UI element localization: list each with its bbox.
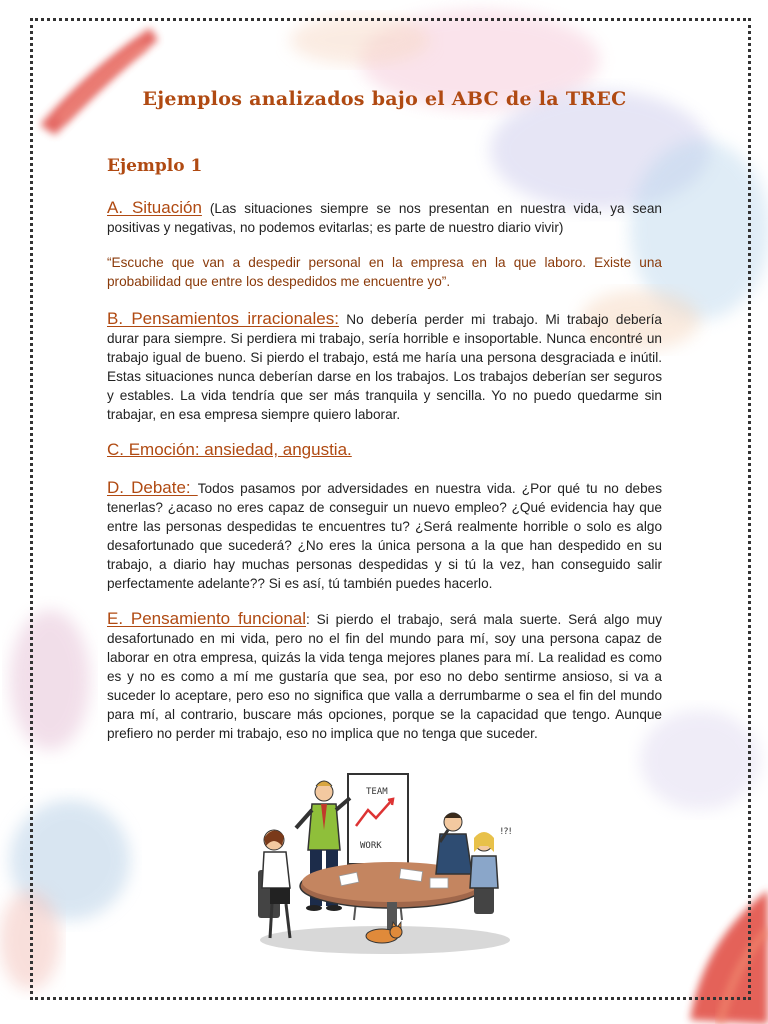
debate-text: Todos pasamos por adversidades en nuestra vida. ¿Por qué tu no debes tenerlas? ¿acaso no eres capaz de conseguir un nuevo empleo? ¿Qué evidencia hay que entre las personas despedidas te encuentres tu? ¿Será realmente horrible o solo es algo desafortunado que sucederá? ¿No eres la única persona a la que han despedido en su trabajo, a diario hay muchas personas despedidas y si tú la vez, han conseguido salir perfectamente adelante?? Si es así, tú también puedes hacerlo. [107,481,662,591]
document-body [107,88,662,759]
team-meeting-illustration [250,770,522,958]
situacion-heading: A. Situación [107,198,202,217]
situacion-text: (Las situaciones siempre se nos presentan en nuestra vida, ya sean positivas y negativas, no podemos evitarlas; es parte de nuestro diario vivir) [107,201,662,235]
section-debate [107,478,662,593]
board-text-team: TEAM [366,787,388,797]
man-right-figure [436,813,472,874]
pensamientos-heading: B. Pensamientos irracionales: [107,309,339,328]
section-situacion [107,198,662,237]
funcional-heading: E. Pensamiento funcional [107,609,307,628]
woman-left-figure [258,830,290,938]
funcional-text: : Si pierdo el trabajo, será mala suerte. Será algo muy desafortunado en mi vida, pero no el fin del mundo para mí, soy una persona capaz de laborar en otra empresa, quizás la vida tenga mejores planes para mí. La realidad es como es y no es como a mí me gustaría que sea, por eso no debo sentirme ansioso, si va a suceder lo aceptare, pero eso no significa que valla a derrumbarme o sea el fin del mundo para mí, al contrario, buscare más opciones, porque se la capacidad que tengo. Aunque prefiero no perder mi trabajo, eso no implica que no tenga que suceder. [107,612,662,741]
page-title: Ejemplos analizados bajo el ABC de la TREC [142,88,627,110]
board-text-work: WORK [360,841,382,851]
woman-right-figure [470,827,512,914]
emocion-heading: C. Emoción: ansiedad, angustia. [107,440,352,459]
section-pensamientos [107,309,662,424]
example-heading: Ejemplo 1 [107,156,203,176]
situacion-quote: “Escuche que van a despedir personal en la empresa en la que laboro. Existe una probabilidad que entre los despedidos me encuentre yo”. [107,255,662,289]
section-funcional [107,609,662,743]
exclaim-mark: !?! [500,827,512,837]
debate-heading: D. Debate: [107,478,198,497]
pensamientos-text: No debería perder mi trabajo. Mi trabajo debería durar para siempre. Si perdiera mi trabajo, sería horrible e insoportable. Nunca encontré un trabajo igual de bueno. Si pierdo el trabajo, está me haría una persona desgraciada e inútil. Estas situaciones nunca deberían darse en los trabajos. Los trabajos deberían ser seguros y estables. La vida tendría que ser más tranquila y sencilla. Yo no puedo quedarme sin trabajar, en esa empresa siempre quiero laborar. [107,312,662,422]
